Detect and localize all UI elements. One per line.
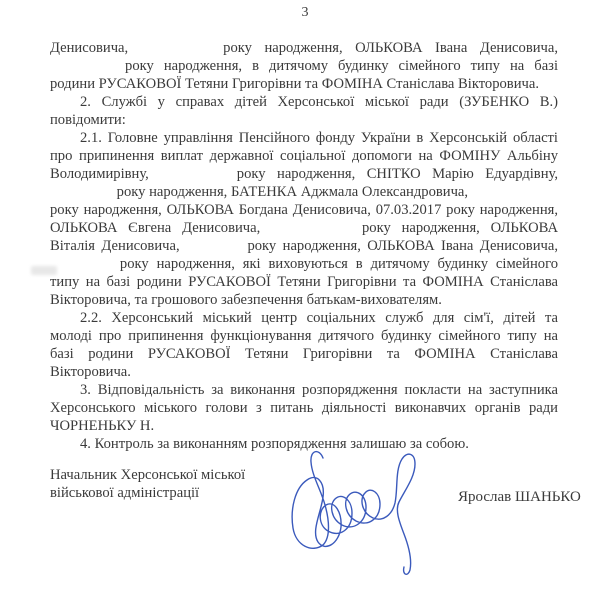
- line-text: року народження, ОЛЬКОВА Івана Денисовича,: [223, 40, 558, 56]
- document-line-12: [50, 237, 558, 255]
- line-text: 2.2. Херсонський міський центр соціальних служб для сім'ї, дітей та: [80, 310, 558, 326]
- document-line-1: [50, 39, 558, 57]
- line-text: базі родини РУСАКОВОЇ Тетяни Григорівни та ФОМІНА Станіслава: [50, 346, 558, 362]
- document-line-4: [50, 93, 558, 111]
- redacted-gap: [160, 177, 225, 178]
- document-line-6: [50, 129, 558, 147]
- line-text: 2.1. Головне управління Пенсійного фонду України в Херсонській області: [80, 130, 558, 146]
- document-body: [50, 39, 558, 453]
- document-line-16: [50, 309, 558, 327]
- line-text: року народження, БАТЕНКА Аджмала Олександровича,: [116, 184, 469, 200]
- line-text: молоді про припинення функціонування дитячого будинку сімейного типу на: [50, 328, 558, 344]
- redacted-gap: [50, 267, 112, 268]
- line-text: про припинення виплат державної соціальної допомоги на ФОМІНУ Альбіну: [50, 148, 558, 164]
- line-text: Денисовича,: [50, 40, 129, 56]
- signoff-role-line-1: Начальник Херсонської міської: [50, 467, 246, 483]
- line-text: Вікторовича, та грошового забезпечення батькам-вихователям.: [50, 292, 442, 308]
- document-line-22: [50, 417, 558, 435]
- line-text: року народження, ОЛЬКОВА Богдана Денисовича, 07.03.2017 року народження,: [50, 202, 558, 218]
- document-line-21: [50, 399, 558, 417]
- line-text: 2. Службі у справах дітей Херсонської міської ради (ЗУБЕНКО В.): [80, 94, 558, 110]
- redacted-gap: [271, 231, 351, 232]
- line-text: року народження, СНІТКО Марію Едуардівну,: [236, 166, 558, 182]
- page-number: 3: [301, 5, 309, 20]
- line-text: повідомити:: [50, 112, 126, 128]
- redacted-gap: [186, 249, 241, 250]
- line-text: типу на базі родини РУСАКОВОЇ Тетяни Григорівни та ФОМІНА Станіслава: [50, 274, 558, 290]
- document-line-17: [50, 327, 558, 345]
- document-line-13: [50, 255, 558, 273]
- signoff-role: [50, 466, 245, 502]
- redacted-gap: [50, 195, 113, 196]
- line-text: ОЛЬКОВА Євгена Денисовича,: [50, 220, 261, 236]
- redacted-gap: [141, 51, 211, 52]
- document-line-18: [50, 345, 558, 363]
- line-text: Віталія Денисовича,: [50, 238, 180, 254]
- line-text: 3. Відповідальність за виконання розпорядження покласти на заступника: [80, 382, 558, 398]
- redacted-gap: [50, 69, 115, 70]
- line-text: родини РУСАКОВОЇ Тетяни Григорівни та ФОМІНА Станіслава Вікторовича.: [50, 76, 539, 92]
- line-text: Володимирівну,: [50, 166, 149, 182]
- line-text: 4. Контроль за виконанням розпорядження залишаю за собою.: [80, 436, 469, 452]
- document-line-3: [50, 75, 558, 93]
- document-line-14: [50, 273, 558, 291]
- document-line-20: [50, 381, 558, 399]
- line-text: ЧОРНЕНЬКУ Н.: [50, 418, 155, 434]
- document-line-15: [50, 291, 558, 309]
- line-text: року народження, ОЛЬКОВА Івана Денисовича,: [247, 238, 558, 254]
- document-line-7: [50, 147, 558, 165]
- line-text: року народження, в дитячому будинку сімейного типу на базі: [125, 58, 558, 74]
- document-line-5: [50, 111, 558, 129]
- signature-scribble-icon: [285, 445, 425, 580]
- line-text: року народження, ОЛЬКОВА: [361, 220, 558, 236]
- document-line-19: [50, 363, 558, 381]
- redaction-smudge: [31, 266, 57, 275]
- signer-name: Ярослав ШАНЬКО: [458, 489, 581, 505]
- document-line-8: [50, 165, 558, 183]
- signoff-role-line-2: військової адміністрації: [50, 485, 200, 501]
- document-line-10: [50, 201, 558, 219]
- document-line-9: [50, 183, 558, 201]
- document-line-2: [50, 57, 558, 75]
- line-text: року народження, які виховуються в дитячому будинку сімейного: [119, 256, 558, 272]
- line-text: Вікторовича.: [50, 364, 131, 380]
- document-line-11: [50, 219, 558, 237]
- line-text: Херсонського міського голови з питань діяльності виконавчих органів ради: [50, 400, 558, 416]
